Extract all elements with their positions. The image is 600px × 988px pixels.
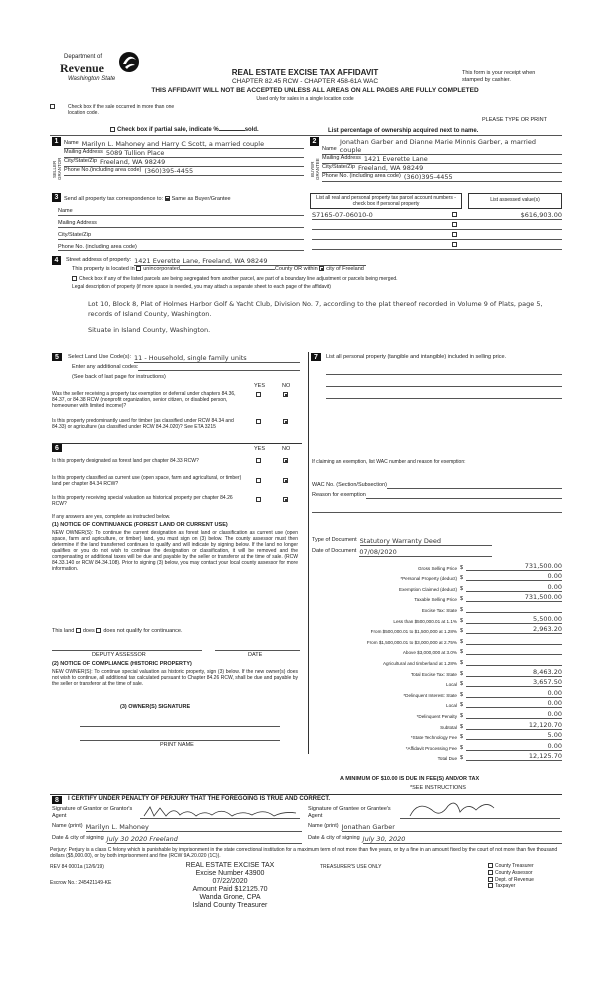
tax-line-value[interactable]: 0.00 bbox=[466, 710, 562, 719]
tax-line-label: Subtotal bbox=[440, 724, 457, 730]
tax-line-value[interactable]: 12,125.70 bbox=[466, 752, 562, 761]
tax-line-value[interactable]: 731,500.00 bbox=[466, 562, 562, 571]
tax-line bbox=[312, 634, 562, 645]
q-timber: Is this property predominantly used for timber (as classified under RCW 84.34 and 84.33) or agriculture (as classified under RCW 84.34.020)? See ETA 3215 bbox=[52, 418, 234, 430]
parcel-header-box: List all real and personal property tax parcel account numbers - check box if personal property bbox=[310, 193, 462, 209]
wac-no-field[interactable] bbox=[387, 482, 562, 489]
copy-list: County Treasurer County Assessor Dept. of Revenue Taxpayer bbox=[488, 863, 534, 890]
tax-line-label: *Personal Property (deduct) bbox=[400, 576, 457, 582]
tax-line-label: Exemption Claimed (deduct) bbox=[399, 586, 457, 592]
grantor-name-row: Name (print) Marilyn L. Mahoney bbox=[52, 823, 302, 832]
grantee-date-row: Date & city of signing July 30, 2020 bbox=[308, 835, 562, 844]
seller-phone-field[interactable]: (360)395-4455 bbox=[144, 167, 194, 175]
section-2-marker: 2 bbox=[310, 137, 319, 146]
no-col-5: NO bbox=[282, 383, 291, 389]
grantee-signature-image bbox=[400, 798, 520, 820]
perjury-note: Perjury: Perjury is a class C felony which is punishable by imprisonment in the state correctional institution for a maximum term of not more than five years, or by a fine in an amount fixed by the court of not more than five thousand dollars ($5,000.00), or by both imprisonment and fine (RCW 9A.20.020 (1C)). bbox=[50, 847, 558, 859]
yes-col-5: YES bbox=[254, 383, 266, 389]
wac-no-row: WAC No. (Section/Subsection) bbox=[312, 482, 562, 489]
does-qualify-checkbox[interactable] bbox=[76, 628, 81, 633]
assessed-value[interactable]: $616,903.00 bbox=[520, 210, 562, 219]
corr-city-field[interactable]: City/State/Zip bbox=[58, 228, 304, 240]
seller-side-label: SELLER GRANTOR bbox=[52, 157, 62, 181]
tax-line-value[interactable]: 0.00 bbox=[466, 742, 562, 751]
city-checkbox[interactable] bbox=[319, 266, 324, 271]
date-doc-row: Date of Document 07/08/2020 bbox=[312, 548, 492, 557]
multiple-location-label: Check box if the sale occurred in more than one location code. bbox=[68, 104, 175, 116]
parcel-pp-checkbox[interactable] bbox=[452, 212, 457, 217]
tax-line-value[interactable]: 0.00 bbox=[466, 689, 562, 698]
segregated-row: Check box if any of the listed parcels are being segregated from another parcel, are part of a boundary line adjustment or parcels being merged. bbox=[72, 276, 562, 282]
buyer-name-line1[interactable]: Jonathan Garber and Dianne Marie Minnis Garber, a married bbox=[340, 138, 536, 146]
assessed-header-box: List assessed value(s) bbox=[468, 193, 562, 209]
corr-phone-field[interactable]: Phone No. (including area code) bbox=[58, 240, 304, 252]
grantee-name-row: Name (print) Jonathan Garber bbox=[308, 823, 562, 832]
tax-line bbox=[312, 613, 562, 624]
reason-field[interactable] bbox=[366, 492, 562, 499]
buyer-address-field[interactable]: 1421 Everette Lane bbox=[363, 155, 428, 163]
currency-symbol: $ bbox=[460, 585, 464, 592]
grantee-date-field[interactable]: July 30, 2020 bbox=[363, 835, 562, 844]
correspondence-section: Send all property tax correspondence to: Same as Buyer/Grantee Name Mailing Address City/State/Zip Phone No. (including area code) bbox=[64, 196, 304, 251]
tax-table bbox=[312, 560, 562, 761]
section-1-marker: 1 bbox=[52, 137, 61, 146]
tax-line-label: Agricultural and timberland at 1.28% bbox=[382, 660, 457, 666]
tax-line bbox=[312, 560, 562, 571]
certify: I CERTIFY UNDER PENALTY OF PERJURY THAT THE FOREGOING IS TRUE AND CORRECT. bbox=[68, 796, 331, 802]
tax-line-value[interactable] bbox=[466, 612, 562, 613]
tax-line-label: *State Technology Fee bbox=[410, 735, 457, 741]
owner-signature-line[interactable] bbox=[80, 726, 280, 727]
tax-line-value[interactable]: 0.00 bbox=[466, 583, 562, 592]
print-name-line[interactable] bbox=[80, 740, 280, 741]
currency-symbol: $ bbox=[460, 744, 464, 751]
section-3-marker: 3 bbox=[52, 193, 61, 202]
currency-symbol: $ bbox=[460, 723, 464, 730]
minimum-due: A MINIMUM OF $10.00 IS DUE IN FEE(S) AND/OR TAX bbox=[340, 776, 480, 782]
currency-symbol: $ bbox=[460, 691, 464, 698]
buyer-phone-field[interactable]: (360)395-4455 bbox=[403, 173, 453, 181]
owner-signature-label: (3) OWNER(S) SIGNATURE bbox=[120, 704, 191, 710]
unincorporated-checkbox[interactable] bbox=[136, 266, 141, 271]
q-historic-no[interactable] bbox=[283, 497, 288, 502]
checkbox-icon[interactable] bbox=[50, 104, 55, 109]
form-warning: THIS AFFIDAVIT WILL NOT BE ACCEPTED UNLESS ALL AREAS ON ALL PAGES ARE FULLY COMPLETED bbox=[151, 87, 479, 94]
tax-line-value[interactable]: 8,463.20 bbox=[466, 668, 562, 677]
grantor-name-field[interactable]: Marilyn L. Mahoney bbox=[86, 823, 302, 832]
tax-line-label: *Delinquent Penalty bbox=[416, 713, 457, 719]
currency-symbol: $ bbox=[460, 575, 464, 582]
any-yes-note: If any answers are yes, complete as instructed below. bbox=[52, 514, 171, 520]
currency-symbol: $ bbox=[460, 670, 464, 677]
tax-line-label: Local bbox=[446, 703, 457, 709]
q-forest-no[interactable] bbox=[283, 458, 288, 463]
situate-text: Situate in Island County, Washington. bbox=[88, 326, 211, 334]
parcel-list bbox=[312, 210, 562, 250]
seller-address-field[interactable]: 5089 Tullion Place bbox=[105, 149, 165, 157]
tax-line bbox=[312, 687, 562, 698]
currency-symbol: $ bbox=[460, 734, 464, 741]
form-title: REAL ESTATE EXCISE TAX AFFIDAVIT bbox=[231, 68, 379, 77]
tax-line-label: From $500,000.01 to $1,500,000 at 1.28% bbox=[370, 629, 457, 635]
copy-checkbox[interactable] bbox=[488, 863, 493, 868]
currency-symbol: $ bbox=[460, 702, 464, 709]
street-row: Street address of property: 1421 Everette Lane, Freeland, WA 98249 bbox=[66, 257, 366, 266]
copy-checkbox[interactable] bbox=[488, 877, 493, 882]
tax-line bbox=[312, 602, 562, 613]
treasurer-stamp: REAL ESTATE EXCISE TAX Excise Number 43900 07/22/2020 Amount Paid $12125.70 Wanda Grone, CPA Island County Treasurer bbox=[185, 862, 275, 910]
dor-swirl-icon bbox=[116, 50, 142, 74]
section-4-marker: 4 bbox=[52, 256, 61, 265]
tax-line bbox=[312, 645, 562, 656]
section-6-marker: 6 bbox=[52, 444, 62, 452]
tax-line bbox=[312, 571, 562, 582]
see-instructions: *SEE INSTRUCTIONS bbox=[410, 785, 466, 791]
seller-name-field[interactable]: Marilyn L. Mahoney and Harry C Scott, a married couple bbox=[81, 140, 265, 148]
grantor-sig-label: Signature of Grantor or Grantor's Agent bbox=[52, 806, 133, 819]
currency-symbol: $ bbox=[460, 638, 464, 645]
tax-line-label: Excise Tax: State bbox=[421, 607, 457, 613]
copy-checkbox[interactable] bbox=[488, 870, 493, 875]
corr-name-field[interactable]: Name bbox=[58, 206, 304, 216]
multiple-location-check[interactable] bbox=[50, 104, 57, 110]
partial-sale-row: Check box if partial sale, indicate % sold. bbox=[110, 127, 310, 133]
section-7-marker: 7 bbox=[311, 353, 321, 361]
tax-line bbox=[312, 666, 562, 677]
grantee-sig-label: Signature of Grantee or Grantee's Agent bbox=[308, 806, 391, 819]
form-chapter: CHAPTER 82.45 RCW - CHAPTER 458-61A WAC bbox=[231, 78, 379, 85]
tax-line-value[interactable] bbox=[466, 654, 562, 655]
currency-symbol: $ bbox=[460, 606, 464, 613]
tax-line-value[interactable]: 5,500.00 bbox=[466, 615, 562, 624]
rev-number: REV 84 0001a (12/6/19) bbox=[50, 864, 104, 870]
tax-line-label: Above $3,000,000 at 3.0% bbox=[402, 650, 457, 656]
tax-line-label: From $1,500,000.01 to $3,000,000 at 2.75% bbox=[366, 639, 457, 645]
ownership-label: List percentage of ownership acquired next to name. bbox=[328, 128, 479, 134]
tax-line-label: Total Due bbox=[437, 756, 457, 762]
q-exemption-yes[interactable] bbox=[256, 392, 261, 397]
receipt-note: This form is your receipt when stamped by cashier. bbox=[462, 70, 536, 83]
tax-line bbox=[312, 677, 562, 688]
tax-line-value[interactable] bbox=[466, 644, 562, 645]
additional-codes: Enter any additional codes: bbox=[72, 364, 300, 371]
tax-line bbox=[312, 624, 562, 635]
notice1-body: NEW OWNER(S): To continue the current designation as forest land or classification as current use (open space, farm and agriculture, or timber) land, you must sign on (3) below. The county assessor must then determine if the land transferred continues to qualify and will indicate by signing below. If the land no longer qualifies or you do not wish to continue the designation or classification, it will be removed and the compensating or additional taxes will be due and payable by the seller or transferor at the time of sale. (RCW 84.33.140 or RCW 84.34.108). Prior to signing (3) below, you may contact your local county assessor for more information. bbox=[52, 530, 298, 572]
type-doc-field[interactable]: Statutory Warranty Deed bbox=[360, 537, 492, 546]
parcel-pp-checkbox[interactable] bbox=[452, 222, 457, 227]
currency-symbol: $ bbox=[460, 755, 464, 762]
reason-row: Reason for exemption bbox=[312, 492, 562, 499]
grantor-date-field[interactable]: July 30 2020 Freeland bbox=[107, 835, 302, 844]
q-forest-yes[interactable] bbox=[256, 458, 261, 463]
dor-logo: Department of Revenue Washington State bbox=[60, 50, 155, 86]
tax-line-label: *Delinquent Interest: State bbox=[403, 692, 457, 698]
tax-line bbox=[312, 581, 562, 592]
parcel-pp-checkbox[interactable] bbox=[452, 242, 457, 247]
parcel-number[interactable]: S7165-07-06010-0 bbox=[312, 210, 373, 219]
grantor-signature-image bbox=[140, 804, 300, 820]
see-back: (See back of last page for instructions) bbox=[72, 374, 166, 380]
tax-line-value[interactable]: 0.00 bbox=[466, 699, 562, 708]
section-5-marker: 5 bbox=[52, 353, 62, 361]
tax-line bbox=[312, 698, 562, 709]
tax-line bbox=[312, 719, 562, 730]
single-location-note: Used only for sales in a single location code bbox=[256, 96, 354, 102]
deputy-assessor: DEPUTY ASSESSOR bbox=[92, 652, 146, 658]
notice2-body: NEW OWNER(S): To continue special valuation as historic property, sign (3) below. If the new owner(s) does not wish to continue, all additional tax calculated pursuant to Chapter 84.26 RCW, shall be due and payable by the seller or transferor at the time of sale. bbox=[52, 669, 298, 687]
grantee-name-field[interactable]: Jonathan Garber bbox=[342, 823, 562, 832]
tax-line-value[interactable]: 12,120.70 bbox=[466, 721, 562, 730]
tax-line-label: Less than $500,000.01 at 1.1% bbox=[393, 618, 457, 624]
does-not-qualify-checkbox[interactable] bbox=[96, 628, 101, 633]
tax-line bbox=[312, 751, 562, 762]
segregated-checkbox[interactable] bbox=[72, 276, 77, 281]
personal-property-line[interactable] bbox=[326, 386, 562, 387]
tax-line-label: *Affidavit Processing Fee bbox=[405, 745, 457, 751]
type-doc-row: Type of Document Statutory Warranty Deed bbox=[312, 537, 492, 546]
currency-symbol: $ bbox=[460, 649, 464, 656]
tax-line bbox=[312, 708, 562, 719]
personal-property-label: List all personal property (tangible and intangible) included in selling price. bbox=[326, 354, 507, 360]
currency-symbol: $ bbox=[460, 659, 464, 666]
tax-line-label: Total Excise Tax: State bbox=[410, 671, 457, 677]
located-row: This property is located in unincorporated County OR within city of Freeland bbox=[72, 266, 364, 272]
currency-symbol: $ bbox=[460, 596, 464, 603]
land-use-row: Select Land Use Code(s): 11 - Household, single family units bbox=[68, 354, 300, 363]
q-current-use: Is this property classified as current use (open space, farm and agricultural, or timber) land per chapter 84.34 RCW? bbox=[52, 475, 242, 487]
tax-line-value[interactable] bbox=[466, 665, 562, 666]
buyer-name-field[interactable]: couple bbox=[339, 146, 362, 154]
q-exemption: Was the seller receiving a property tax exemption or deferral under chapters 84.36, 84.37, or 84.38 RCW (nonprofit organization, senior citizen, or disabled person, homeowner with limited income)? bbox=[52, 391, 236, 409]
tax-line bbox=[312, 740, 562, 751]
tax-line-label: Taxable Selling Price bbox=[414, 597, 457, 603]
tax-line-value[interactable]: 2,963.20 bbox=[466, 625, 562, 634]
partial-sale-checkbox[interactable] bbox=[110, 127, 115, 132]
copy-checkbox[interactable] bbox=[488, 883, 493, 888]
notice1-title: (1) NOTICE OF CONTINUANCE (FOREST LAND OR CURRENT USE) bbox=[52, 522, 228, 528]
tax-line-label: Local bbox=[446, 682, 457, 688]
qualify-row: This land does does not qualify for continuance. bbox=[52, 628, 183, 634]
grantor-date-row: Date & city of signing July 30 2020 Freeland bbox=[52, 835, 302, 844]
q-exemption-no[interactable] bbox=[283, 392, 288, 397]
q-forest: Is this property designated as forest land per chapter 84.33 RCW? bbox=[52, 458, 199, 464]
buyer-side-label: BUYER GRANTEE bbox=[310, 158, 320, 180]
buyer-city-field[interactable]: Freeland, WA 98249 bbox=[358, 164, 424, 172]
land-use-field[interactable]: 11 - Household, single family units bbox=[134, 354, 300, 363]
tax-line bbox=[312, 730, 562, 741]
date-doc-field[interactable]: 07/08/2020 bbox=[359, 548, 492, 557]
currency-symbol: $ bbox=[460, 564, 464, 571]
seller-city-field[interactable]: Freeland, WA 98249 bbox=[100, 158, 166, 166]
tax-line bbox=[312, 592, 562, 603]
tax-line bbox=[312, 655, 562, 666]
print-name-label: PRINT NAME bbox=[160, 742, 194, 748]
personal-property-line[interactable] bbox=[326, 398, 562, 399]
corr-address-field[interactable]: Mailing Address bbox=[58, 216, 304, 228]
wac-label: If claiming an exemption, list WAC number and reason for exemption: bbox=[312, 459, 466, 465]
buyer-section: Jonathan Garber and Dianne Marie Minnis Garber, a married Name couple Mailing Address 1421 Everette Lane City/State/Zip Freeland, WA 98249 Phone No. (including area code) (360)395-4455 bbox=[322, 138, 562, 182]
q-current-use-no[interactable] bbox=[283, 478, 288, 483]
legal-description: Lot 10, Block 8, Plat of Holmes Harbor Golf & Yacht Club, Division No. 7, according to the plat thereof recorded in Volume 9 of Plats, page 5, records of Island County, Washington. bbox=[88, 300, 543, 318]
currency-symbol: $ bbox=[460, 628, 464, 635]
parcel-pp-checkbox[interactable] bbox=[452, 232, 457, 237]
tax-line-value[interactable]: 5.00 bbox=[466, 731, 562, 740]
q-timber-yes[interactable] bbox=[256, 419, 261, 424]
please-type: PLEASE TYPE OR PRINT bbox=[482, 117, 548, 123]
q-current-use-yes[interactable] bbox=[256, 478, 261, 483]
q-historic-yes[interactable] bbox=[256, 497, 261, 502]
treasurer-use: TREASURER'S USE ONLY bbox=[320, 864, 382, 870]
personal-property-line[interactable] bbox=[326, 374, 562, 375]
legal-label: Legal description of property (if more space is needed, you may attach a separate sheet to each page of the affidavit) bbox=[72, 284, 331, 290]
deputy-date: DATE bbox=[248, 652, 263, 658]
currency-symbol: $ bbox=[460, 712, 464, 719]
escrow-number: Escrow No.: 245421149-KE bbox=[50, 880, 112, 886]
currency-symbol: $ bbox=[460, 681, 464, 688]
q-historic: Is this property receiving special valuation as historical property per chapter 84.26 RCW? bbox=[52, 495, 233, 507]
tax-line-value[interactable]: 3,657.50 bbox=[466, 678, 562, 687]
tax-line-value[interactable]: 0.00 bbox=[466, 572, 562, 581]
q-timber-no[interactable] bbox=[283, 419, 288, 424]
notice2-title: (2) NOTICE OF COMPLIANCE (HISTORIC PROPERTY) bbox=[52, 661, 192, 667]
same-as-buyer-checkbox[interactable] bbox=[165, 196, 170, 201]
currency-symbol: $ bbox=[460, 617, 464, 624]
section-8-marker: 8 bbox=[52, 796, 62, 804]
street-address-field[interactable]: 1421 Everette Lane, Freeland, WA 98249 bbox=[134, 257, 366, 266]
seller-section: Name Marilyn L. Mahoney and Harry C Scott, a married couple Mailing Address 5089 Tullion Place City/State/Zip Freeland, WA 98249 Phone No.(including area code) (360)395-4455 bbox=[64, 140, 304, 176]
tax-line-value[interactable]: 731,500.00 bbox=[466, 593, 562, 602]
tax-line-label: Gross Selling Price bbox=[417, 565, 457, 571]
